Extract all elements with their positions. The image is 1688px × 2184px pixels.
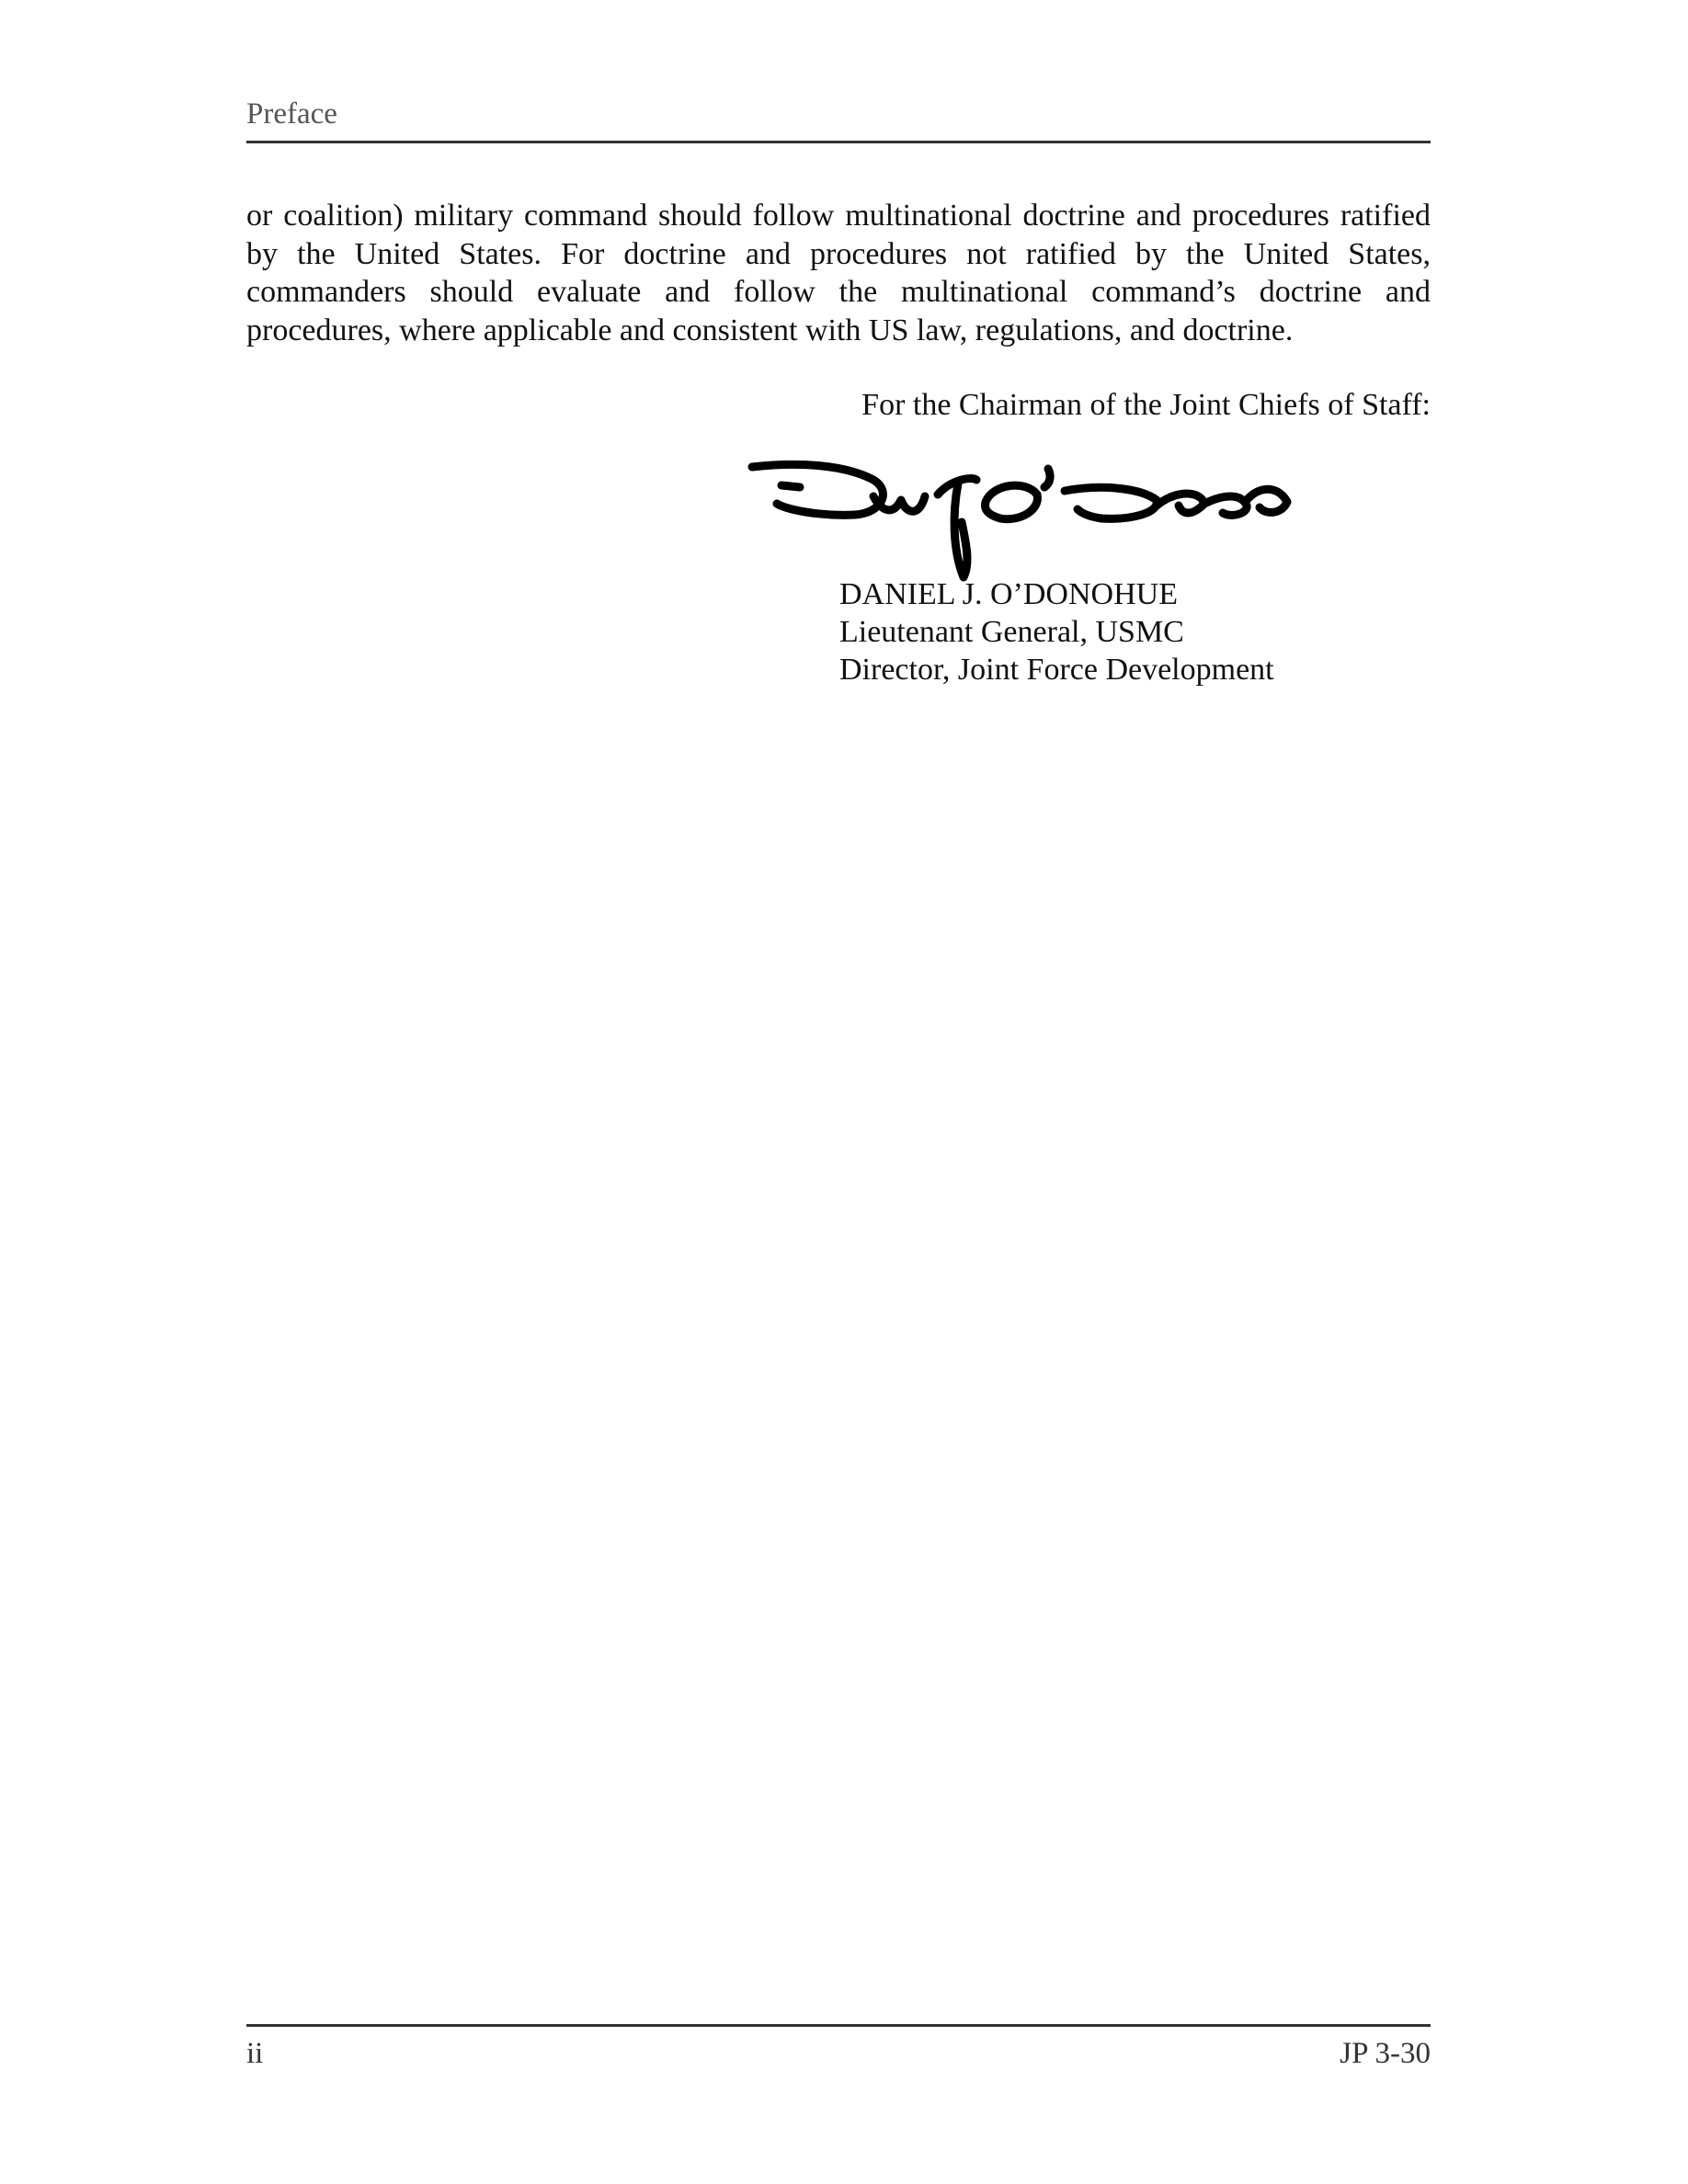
section-header: Preface (246, 97, 337, 131)
signature-block (839, 575, 1274, 688)
closing-line: For the Chairman of the Joint Chiefs of Staff: (861, 388, 1431, 422)
signer-name: DANIEL J. O’DONOHUE (839, 577, 1178, 611)
page-number: ii (246, 2037, 264, 2070)
footer-divider (246, 2024, 1431, 2027)
header-divider (246, 141, 1431, 143)
signer-rank: Lieutenant General, USMC (839, 615, 1184, 649)
handwritten-signature (745, 449, 1315, 586)
body-paragraph: or coalition) military command should follow multinational doctrine and procedures ratified by the United States. For doctrine and procedures not ratified by the United States, commanders should evaluate and follow the multinational command’s doctrine and procedures, where applicable and consistent with US law, regulations, and doctrine. (246, 199, 1431, 347)
publication-id: JP 3-30 (1340, 2037, 1431, 2070)
signer-title: Director, Joint Force Development (839, 653, 1274, 687)
